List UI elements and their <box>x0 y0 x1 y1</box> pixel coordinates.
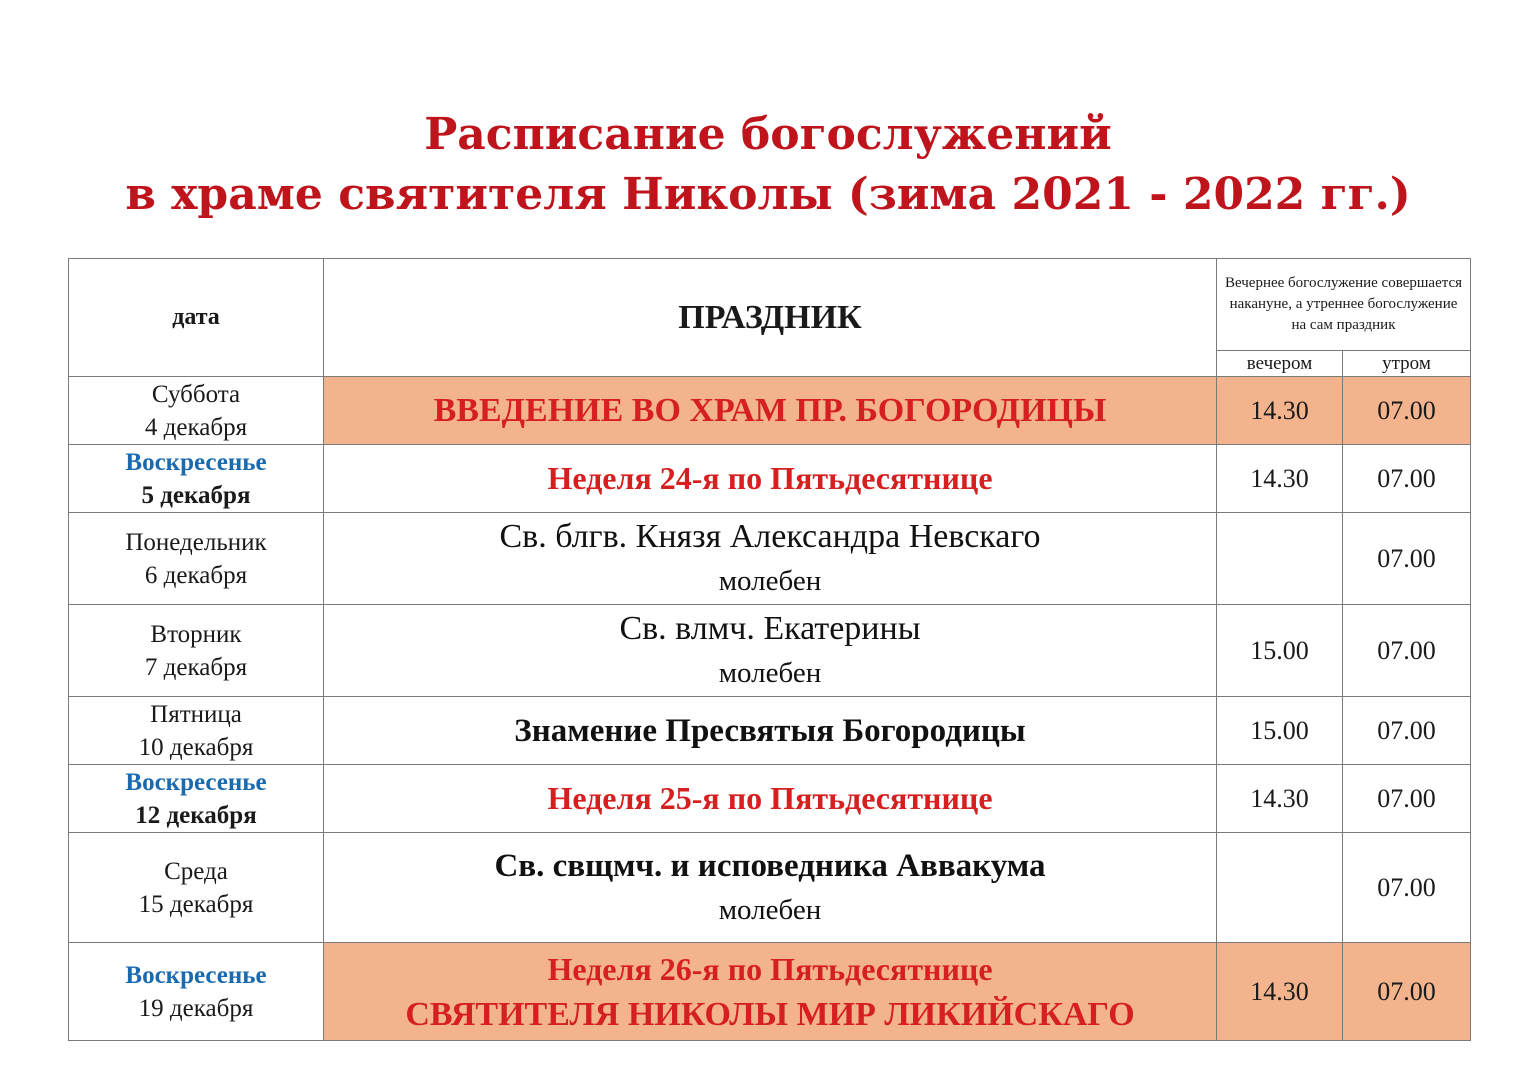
page-title <box>0 105 1536 225</box>
day-of-week: Понедельник <box>125 528 267 556</box>
title-line-2: в храме святителя Николы (зима 2021 - 2022 гг.) <box>125 169 1411 220</box>
feast-cell: Неделя 24-я по Пятьдесятнице <box>324 445 1217 513</box>
date: 7 декабря <box>144 653 248 681</box>
date-cell <box>69 697 324 765</box>
feast-cell <box>324 833 1217 943</box>
morning-time: 07.00 <box>1343 445 1471 513</box>
feast-name-2: СВЯТИТЕЛЯ НИКОЛЫ МИР ЛИКИЙСКАГО <box>405 995 1135 1033</box>
header-evening: вечером <box>1217 351 1343 377</box>
evening-time: 14.30 <box>1217 765 1343 833</box>
date-cell <box>69 605 324 697</box>
date: 12 декабря <box>135 801 257 829</box>
morning-time: 07.00 <box>1343 513 1471 605</box>
date-cell <box>69 445 324 513</box>
table-row <box>69 445 1471 513</box>
morning-time: 07.00 <box>1343 697 1471 765</box>
morning-time: 07.00 <box>1343 377 1471 445</box>
feast-name: Св. влмч. Екатерины <box>619 609 921 647</box>
feast-cell: Неделя 25-я по Пятьдесятнице <box>324 765 1217 833</box>
date-cell <box>69 765 324 833</box>
day-of-week: Воскресенье <box>125 448 267 476</box>
evening-time: 14.30 <box>1217 377 1343 445</box>
day-of-week: Вторник <box>150 620 242 648</box>
day-of-week: Воскресенье <box>125 768 267 796</box>
feast-note: молебен <box>718 656 822 689</box>
date: 10 декабря <box>138 733 254 761</box>
day-of-week: Пятница <box>150 700 242 728</box>
date-cell <box>69 377 324 445</box>
table-row <box>69 513 1471 605</box>
header-morning: утром <box>1343 351 1471 377</box>
table-row <box>69 697 1471 765</box>
date-cell <box>69 513 324 605</box>
table-row <box>69 765 1471 833</box>
day-of-week: Суббота <box>151 380 241 408</box>
morning-time: 07.00 <box>1343 943 1471 1041</box>
header-date: дата <box>69 259 324 377</box>
morning-time: 07.00 <box>1343 765 1471 833</box>
header-service-note: Вечернее богослужение совершается накануне, а утреннее богослужение на сам праздник <box>1217 259 1471 351</box>
date: 5 декабря <box>141 481 251 509</box>
date: 15 декабря <box>138 890 254 918</box>
evening-time: 14.30 <box>1217 943 1343 1041</box>
feast-cell <box>324 605 1217 697</box>
feast-cell <box>324 943 1217 1041</box>
feast-name: Неделя 26-я по Пятьдесятнице <box>547 950 993 987</box>
evening-time: 15.00 <box>1217 605 1343 697</box>
header-row <box>69 259 1471 351</box>
table-row <box>69 377 1471 445</box>
table-row <box>69 833 1471 943</box>
date-cell <box>69 833 324 943</box>
evening-time <box>1217 513 1343 605</box>
feast-cell: Знамение Пресвятыя Богородицы <box>324 697 1217 765</box>
morning-time: 07.00 <box>1343 605 1471 697</box>
feast-name: Св. блгв. Князя Александра Невскаго <box>499 517 1041 555</box>
table-row <box>69 605 1471 697</box>
morning-time: 07.00 <box>1343 833 1471 943</box>
table-row <box>69 943 1471 1041</box>
feast-name: Св. свщмч. и исповедника Аввакума <box>494 847 1046 884</box>
feast-note: молебен <box>718 893 822 926</box>
evening-time: 15.00 <box>1217 697 1343 765</box>
feast-cell <box>324 513 1217 605</box>
date: 6 декабря <box>144 561 248 589</box>
feast-cell: ВВЕДЕНИЕ ВО ХРАМ ПР. БОГОРОДИЦЫ <box>324 377 1217 445</box>
evening-time <box>1217 833 1343 943</box>
date: 19 декабря <box>138 994 254 1022</box>
evening-time: 14.30 <box>1217 445 1343 513</box>
day-of-week: Среда <box>164 857 228 885</box>
feast-note: молебен <box>718 564 822 597</box>
day-of-week: Воскресенье <box>125 961 267 989</box>
date: 4 декабря <box>144 413 248 441</box>
date-cell <box>69 943 324 1041</box>
schedule-table <box>68 258 1471 1041</box>
header-feast: ПРАЗДНИК <box>324 259 1217 377</box>
title-line-1: Расписание богослужений <box>424 109 1112 160</box>
